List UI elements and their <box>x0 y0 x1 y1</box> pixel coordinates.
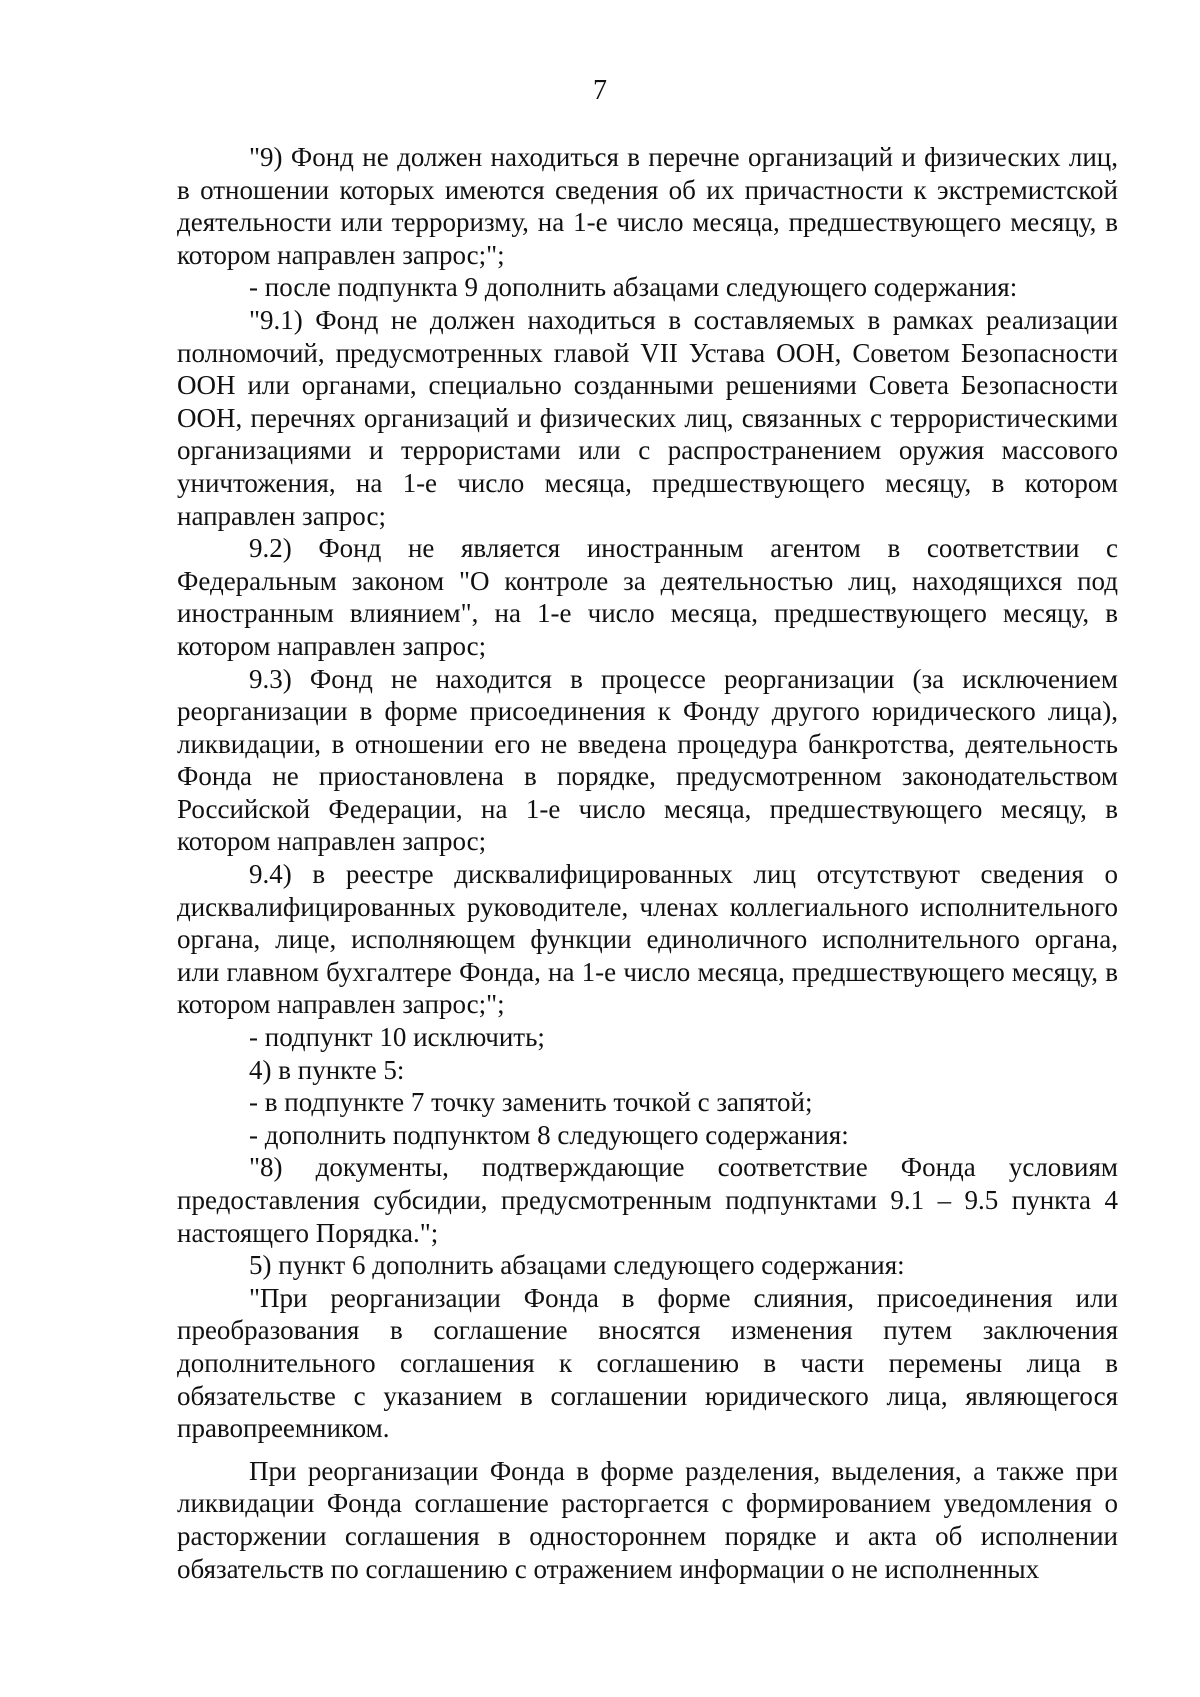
paragraph-9: "9) Фонд не должен находиться в перечне организаций и физических лиц, в отношении которых имеются сведения об их причастности к экстремистской деятельности или терроризму, на 1-е число месяца, предшествующего месяцу, в котором направлен запрос;"; <box>177 142 1118 270</box>
page-number: 7 <box>593 75 607 106</box>
paragraph-point-5: 4) в пункте 5: <box>249 1054 405 1085</box>
paragraph-after-9-instruction: - после подпункта 9 дополнить абзацами следующего содержания: <box>249 272 1018 303</box>
paragraph-9-3: 9.3) Фонд не находится в процессе реорганизации (за исключением реорганизации в форме присоединения к Фонду другого юридического лица), ликвидации, в отношении его не введена процедура банкротства, деятельность Фонда не приостановлена в порядке, предусмотренном законодательством Российской Федерации, на 1-е число месяца, предшествующего месяцу, в котором направлен запрос; <box>177 663 1118 857</box>
paragraph-9-2: 9.2) Фонд не является иностранным агентом в соответствии с Федеральным законом "О контроле за деятельностью лиц, находящихся под иностранным влиянием", на 1-е число месяца, предшествующего месяцу, в котором направлен запрос; <box>177 533 1118 661</box>
paragraph-8-documents: "8) документы, подтверждающие соответствие Фонда условиям предоставления субсидии, предусмотренным подпунктами 9.1 – 9.5 пункта 4 настоящего Порядка."; <box>177 1152 1118 1248</box>
paragraph-subpoint-7: - в подпункте 7 точку заменить точкой с запятой; <box>249 1087 813 1118</box>
paragraph-9-4: 9.4) в реестре дисквалифицированных лиц отсутствуют сведения о дисквалифицированных руководителе, членах коллегиального исполнительного органа, лице, исполняющем функции единоличного исполнительного органа, или главном бухгалтере Фонда, на 1-е число месяца, предшествующего месяцу, в котором направлен запрос;"; <box>177 859 1118 1020</box>
paragraph-reorganization-merger: "При реорганизации Фонда в форме слияния, присоединения или преобразования в соглашение вносятся изменения путем заключения дополнительного соглашения к соглашению в части перемены лица в обязательстве с указанием в соглашении юридического лица, являющегося правопреемником. <box>177 1282 1118 1444</box>
paragraph-reorganization-division: При реорганизации Фонда в форме разделения, выделения, а также при ликвидации Фонда соглашение расторгается с формированием уведомления о расторжении соглашения в одностороннем порядке и акта об исполнении обязательств по соглашению с отражением информации о не исполненных <box>177 1455 1118 1584</box>
paragraph-9-1: "9.1) Фонд не должен находиться в составляемых в рамках реализации полномочий, предусмотренных главой VII Устава ООН, Советом Безопасности ООН или органами, специально созданными решениями Совета Безопасности ООН, перечнях организаций и физических лиц, связанных с террористическими организациями и террористами или с распространением оружия массового уничтожения, на 1-е число месяца, предшествующего месяцу, в котором направлен запрос; <box>177 304 1118 531</box>
document-body <box>177 141 1118 1585</box>
paragraph-point-6: 5) пункт 6 дополнить абзацами следующего содержания: <box>249 1250 905 1281</box>
paragraph-add-subpoint-8: - дополнить подпунктом 8 следующего содержания: <box>249 1119 849 1150</box>
paragraph-exclude-10: - подпункт 10 исключить; <box>249 1022 545 1053</box>
